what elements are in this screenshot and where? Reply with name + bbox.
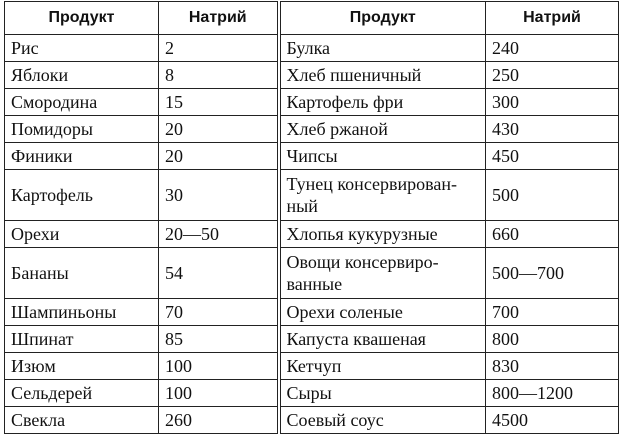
sodium-cell: 2 — [159, 35, 279, 62]
sodium-cell: 830 — [486, 353, 619, 380]
sodium-cell: 700 — [486, 299, 619, 326]
sodium-cell: 660 — [486, 221, 619, 248]
sodium-cell: 54 — [159, 248, 279, 299]
table-row — [5, 248, 619, 299]
table-row — [5, 221, 619, 248]
header-product-2: Продукт — [279, 2, 486, 35]
product-cell: Шпинат — [5, 326, 159, 353]
product-cell: Орехи — [5, 221, 159, 248]
sodium-cell: 240 — [486, 35, 619, 62]
product-cell: Рис — [5, 35, 159, 62]
product-cell: Хлеб пшеничный — [279, 62, 486, 89]
sodium-cell: 20 — [159, 143, 279, 170]
product-cell: Сыры — [279, 380, 486, 407]
product-cell: Тунец консервирован-ный — [279, 170, 486, 221]
header-sodium-2: Натрий — [486, 2, 619, 35]
table-row — [5, 380, 619, 407]
sodium-cell: 15 — [159, 89, 279, 116]
product-cell: Бананы — [5, 248, 159, 299]
product-cell: Финики — [5, 143, 159, 170]
sodium-cell: 8 — [159, 62, 279, 89]
sodium-cell: 500 — [486, 170, 619, 221]
sodium-cell: 800—1200 — [486, 380, 619, 407]
product-cell: Хлеб ржаной — [279, 116, 486, 143]
sodium-cell: 30 — [159, 170, 279, 221]
table-row — [5, 353, 619, 380]
sodium-cell: 300 — [486, 89, 619, 116]
table-row — [5, 89, 619, 116]
product-cell: Свекла — [5, 407, 159, 434]
product-cell: Чипсы — [279, 143, 486, 170]
product-cell: Яблоки — [5, 62, 159, 89]
product-cell: Кетчуп — [279, 353, 486, 380]
product-cell: Булка — [279, 35, 486, 62]
product-cell: Изюм — [5, 353, 159, 380]
table-row — [5, 62, 619, 89]
header-sodium-1: Натрий — [159, 2, 279, 35]
sodium-cell: 20—50 — [159, 221, 279, 248]
sodium-cell: 4500 — [486, 407, 619, 434]
product-cell: Помидоры — [5, 116, 159, 143]
table-row — [5, 143, 619, 170]
product-cell: Овощи консервиро-ванные — [279, 248, 486, 299]
sodium-cell: 100 — [159, 353, 279, 380]
sodium-cell: 250 — [486, 62, 619, 89]
product-cell: Картофель — [5, 170, 159, 221]
sodium-cell: 20 — [159, 116, 279, 143]
header-product-1: Продукт — [5, 2, 159, 35]
product-cell: Соевый соус — [279, 407, 486, 434]
product-cell: Картофель фри — [279, 89, 486, 116]
sodium-cell: 85 — [159, 326, 279, 353]
table-row — [5, 299, 619, 326]
product-cell: Хлопья кукурузные — [279, 221, 486, 248]
sodium-cell: 70 — [159, 299, 279, 326]
product-cell: Сельдерей — [5, 380, 159, 407]
table-row — [5, 35, 619, 62]
sodium-cell: 800 — [486, 326, 619, 353]
table-row — [5, 407, 619, 434]
sodium-cell: 500—700 — [486, 248, 619, 299]
sodium-cell: 260 — [159, 407, 279, 434]
table-row — [5, 116, 619, 143]
sodium-cell: 430 — [486, 116, 619, 143]
sodium-cell: 450 — [486, 143, 619, 170]
product-cell: Орехи соленые — [279, 299, 486, 326]
table-row — [5, 326, 619, 353]
product-cell: Смородина — [5, 89, 159, 116]
table-row — [5, 170, 619, 221]
sodium-table — [4, 1, 619, 434]
product-cell: Шампиньоны — [5, 299, 159, 326]
header-row — [5, 2, 619, 35]
sodium-cell: 100 — [159, 380, 279, 407]
product-cell: Капуста квашеная — [279, 326, 486, 353]
